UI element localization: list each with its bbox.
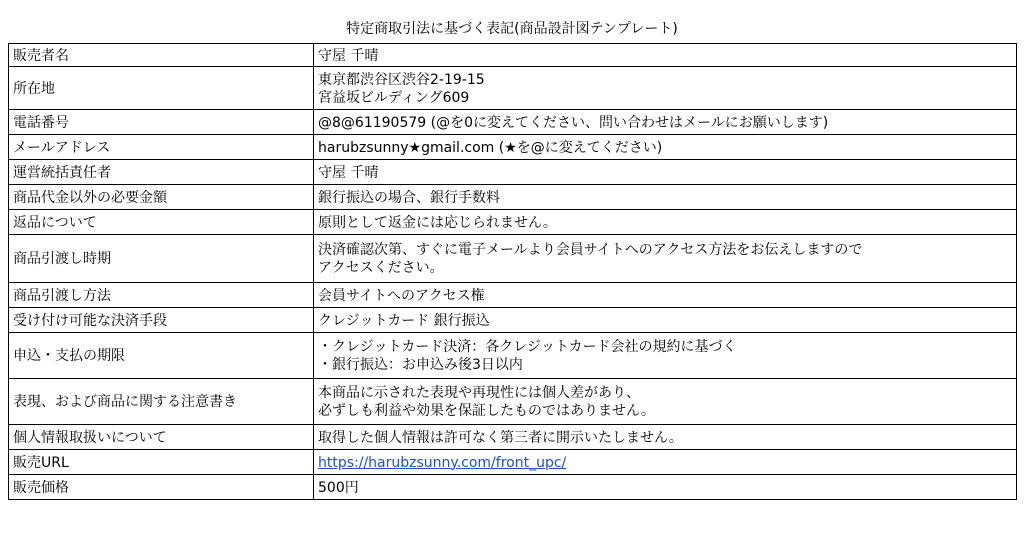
table-row-privacy: [9, 425, 1017, 450]
value-line: 銀行振込の場合、銀行手数料: [318, 189, 500, 206]
value-line: アクセスください。: [318, 260, 444, 276]
sales-url-link[interactable]: https://harubzsunny.com/front_upc/: [318, 454, 567, 471]
row-value: [314, 110, 1017, 135]
value-line: 東京都渋谷区渋谷2-19-15: [318, 71, 485, 88]
row-label: 運営統括責任者: [9, 160, 314, 185]
table-row-payment-deadline: [9, 333, 1017, 379]
value-line: 本商品に示された表現や再現性には個人差があり、: [318, 385, 640, 401]
value-line: 宮益坂ビルディング609: [318, 89, 470, 106]
row-value: [314, 160, 1017, 185]
value-line: 守屋 千晴: [318, 164, 379, 181]
table-row-delivery-time: [9, 235, 1017, 283]
table-row-phone: [9, 110, 1017, 135]
value-line: クレジットカード 銀行振込: [318, 312, 490, 329]
table-row-payment-methods: [9, 308, 1017, 333]
value-line: @8@61190579 (@を0に変えてください、問い合わせはメールにお願いします): [318, 114, 829, 131]
value-line: 会員サイトへのアクセス権: [318, 287, 485, 304]
row-value: [314, 135, 1017, 160]
row-label: 返品について: [9, 210, 314, 235]
page-title: 特定商取引法に基づく表記(商品設計図テンプレート): [346, 21, 678, 37]
row-value: [314, 379, 1017, 425]
row-label: 商品引渡し時期: [9, 235, 314, 283]
row-label: メールアドレス: [9, 135, 314, 160]
row-value: [314, 283, 1017, 308]
row-label: 電話番号: [9, 110, 314, 135]
table-row-seller-name: [9, 44, 1017, 67]
row-label: 販売価格: [9, 475, 314, 500]
row-value: [314, 450, 1017, 475]
row-label: 申込・支払の期限: [9, 333, 314, 379]
row-label: 商品引渡し方法: [9, 283, 314, 308]
row-value: [314, 67, 1017, 110]
row-value: [314, 185, 1017, 210]
row-value: [314, 44, 1017, 67]
row-value: [314, 333, 1017, 379]
value-line: 必ずしも利益や効果を保証したものではありません。: [318, 403, 655, 419]
row-label: 個人情報取扱いについて: [9, 425, 314, 450]
value-line: 守屋 千晴: [318, 47, 379, 64]
legal-notice-table: [8, 43, 1017, 500]
row-value: [314, 308, 1017, 333]
value-line: 取得した個人情報は許可なく第三者に開示いたしません。: [318, 429, 683, 446]
value-line: ・銀行振込：お申込み後3日以内: [318, 357, 523, 373]
table-row-price: [9, 475, 1017, 500]
table-row-email: [9, 135, 1017, 160]
row-label: 受け付け可能な決済手段: [9, 308, 314, 333]
value-line: harubzsunny★gmail.com (★を@に変えてください): [318, 139, 663, 156]
table-row-sales-url: [9, 450, 1017, 475]
row-value: [314, 425, 1017, 450]
row-label: 所在地: [9, 67, 314, 110]
row-value: [314, 235, 1017, 283]
row-label: 商品代金以外の必要金額: [9, 185, 314, 210]
table-row-delivery-method: [9, 283, 1017, 308]
table-row-returns: [9, 210, 1017, 235]
value-line: ・クレジットカード決済：各クレジットカード会社の規約に基づく: [318, 339, 737, 355]
row-label: 販売者名: [9, 44, 314, 67]
row-label: 表現、および商品に関する注意書き: [9, 379, 314, 425]
table-row-manager: [9, 160, 1017, 185]
table-row-extra-fees: [9, 185, 1017, 210]
table-row-disclaimer: [9, 379, 1017, 425]
row-value: [314, 475, 1017, 500]
row-label: 販売URL: [9, 450, 314, 475]
value-line: 決済確認次第、すぐに電子メールより会員サイトへのアクセス方法をお伝えしますので: [318, 242, 863, 258]
value-line: 500円: [318, 479, 359, 496]
value-line: 原則として返金には応じられません。: [318, 214, 557, 231]
table-row-address: [9, 67, 1017, 110]
row-value: [314, 210, 1017, 235]
